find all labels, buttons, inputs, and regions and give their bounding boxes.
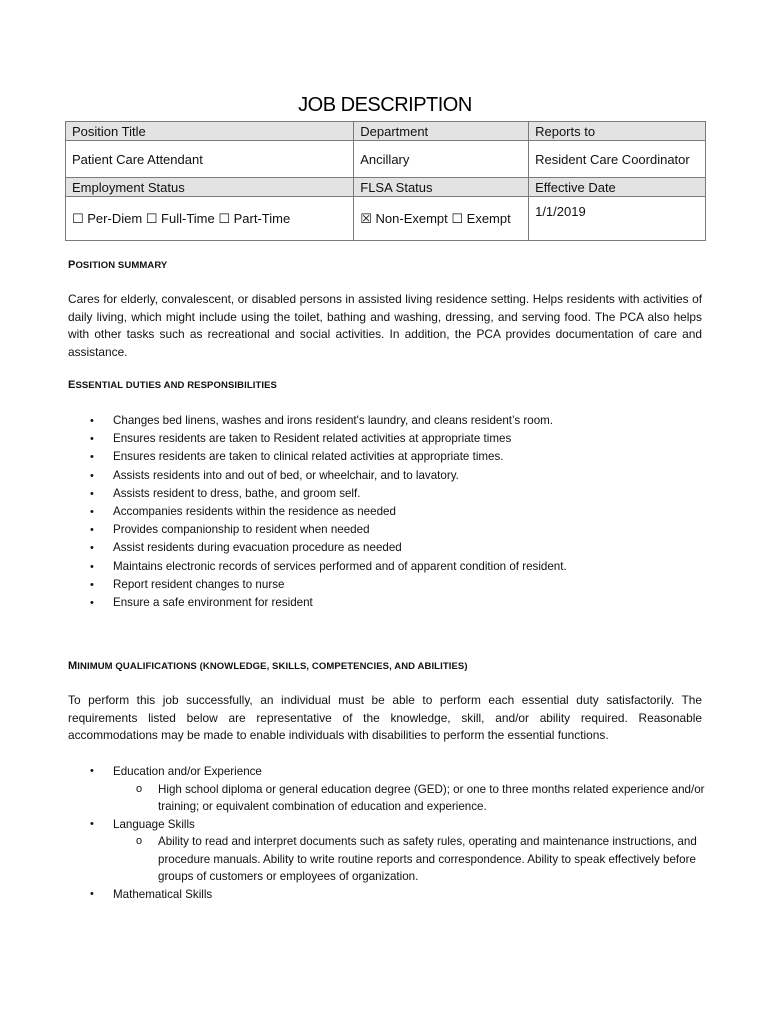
bullet-icon: •: [90, 578, 94, 591]
essential-duties-list: [68, 412, 708, 612]
sub-list: [113, 781, 708, 816]
sub-bullet-icon: o: [136, 782, 143, 795]
list-item: • Ensures residents are taken to clinical related activities at appropriate times.: [68, 448, 708, 466]
minimum-qualifications-heading: MINIMUM QUALIFICATIONS (KNOWLEDGE, SKILLS, COMPETENCIES, AND ABILITIES): [68, 660, 468, 672]
effective-date-value: 1/1/2019: [529, 197, 706, 241]
bullet-icon: •: [90, 433, 94, 446]
bullet-icon: •: [90, 887, 94, 900]
bullet-icon: •: [90, 524, 94, 537]
bullet-icon: •: [90, 505, 94, 518]
bullet-icon: •: [90, 817, 94, 830]
bullet-icon: •: [90, 596, 94, 609]
department-label: Department: [354, 122, 529, 141]
minimum-qualifications-intro: To perform this job successfully, an individual must be able to perform each essential duty satisfactorily. The requirements listed below are representative of the knowledge, skill, and/or ability required. Reasonable accommodations may be made to enable individuals with disabilities to perform the essential functions.: [68, 693, 702, 742]
employment-status-label: Employment Status: [66, 178, 354, 197]
qualification-label: Education and/or Experience: [113, 765, 262, 778]
bullet-icon: •: [90, 451, 94, 464]
reports-to-value: Resident Care Coordinator: [529, 141, 706, 178]
bullet-icon: •: [90, 415, 94, 427]
job-info-table: [65, 121, 706, 241]
table-row: [66, 141, 706, 178]
list-item: [68, 886, 708, 904]
table-row: [66, 122, 706, 141]
list-item: [68, 763, 708, 816]
flsa-status-value: ☒ Non-Exempt ☐ Exempt: [354, 197, 529, 241]
position-title-label: Position Title: [66, 122, 354, 141]
bullet-icon: •: [90, 765, 94, 777]
qualifications-list: [68, 763, 708, 903]
table-row: [66, 178, 706, 197]
reports-to-label: Reports to: [529, 122, 706, 141]
list-item: • Report resident changes to nurse: [68, 576, 708, 594]
list-item: • Changes bed linens, washes and irons resident's laundry, and cleans resident’s room.: [68, 412, 708, 430]
list-item: • Ensures residents are taken to Resident related activities at appropriate times: [68, 430, 708, 448]
list-item: • Assist residents during evacuation procedure as needed: [68, 539, 708, 557]
table-row: [66, 197, 706, 241]
qualification-label: Mathematical Skills: [113, 887, 213, 901]
essential-duties-heading: ESSENTIAL DUTIES AND RESPONSIBILITIES: [68, 379, 277, 391]
department-value: Ancillary: [354, 141, 529, 178]
bullet-icon: •: [90, 487, 94, 500]
list-item: o High school diploma or general education degree (GED); or one to three months related experience and/or training; or equivalent combination of education and experience.: [136, 782, 705, 813]
flsa-status-label: FLSA Status: [354, 178, 529, 197]
bullet-icon: •: [90, 542, 94, 555]
list-item: o Ability to read and interpret documents such as safety rules, operating and maintenance instructions, and procedure manuals. Ability to write routine reports and correspondence. Ability to speak effectively before groups of customers or employees of organization.: [136, 835, 697, 883]
list-item: • Assists resident to dress, bathe, and groom self.: [68, 485, 708, 503]
list-item: • Ensure a safe environment for resident: [68, 594, 708, 612]
list-item: [68, 816, 708, 886]
sub-list: [113, 833, 708, 886]
list-item: • Maintains electronic records of services performed and of apparent condition of resident.: [68, 558, 708, 576]
page-title: JOB DESCRIPTION: [298, 94, 472, 116]
position-title-value: Patient Care Attendant: [66, 141, 354, 178]
list-item: • Provides companionship to resident when needed: [68, 521, 708, 539]
list-item: • Accompanies residents within the residence as needed: [68, 503, 708, 521]
position-summary-heading: POSITION SUMMARY: [68, 259, 168, 271]
employment-status-value: ☐ Per-Diem ☐ Full-Time ☐ Part-Time: [66, 197, 354, 241]
bullet-icon: •: [90, 469, 94, 482]
effective-date-label: Effective Date: [529, 178, 706, 197]
position-summary-text: Cares for elderly, convalescent, or disabled persons in assisted living residence setting. Helps residents with activities of daily living, which might include using the toilet, bathing and washing, dressing, and serving food. The PCA also helps with other tasks such as recreational and social activities. In addition, the PCA provides documentation of care and assistance.: [68, 292, 702, 359]
qualification-label: Language Skills: [113, 817, 195, 831]
bullet-icon: •: [90, 560, 94, 573]
list-item: • Assists residents into and out of bed, or wheelchair, and to lavatory.: [68, 467, 708, 485]
sub-bullet-icon: o: [136, 835, 143, 847]
